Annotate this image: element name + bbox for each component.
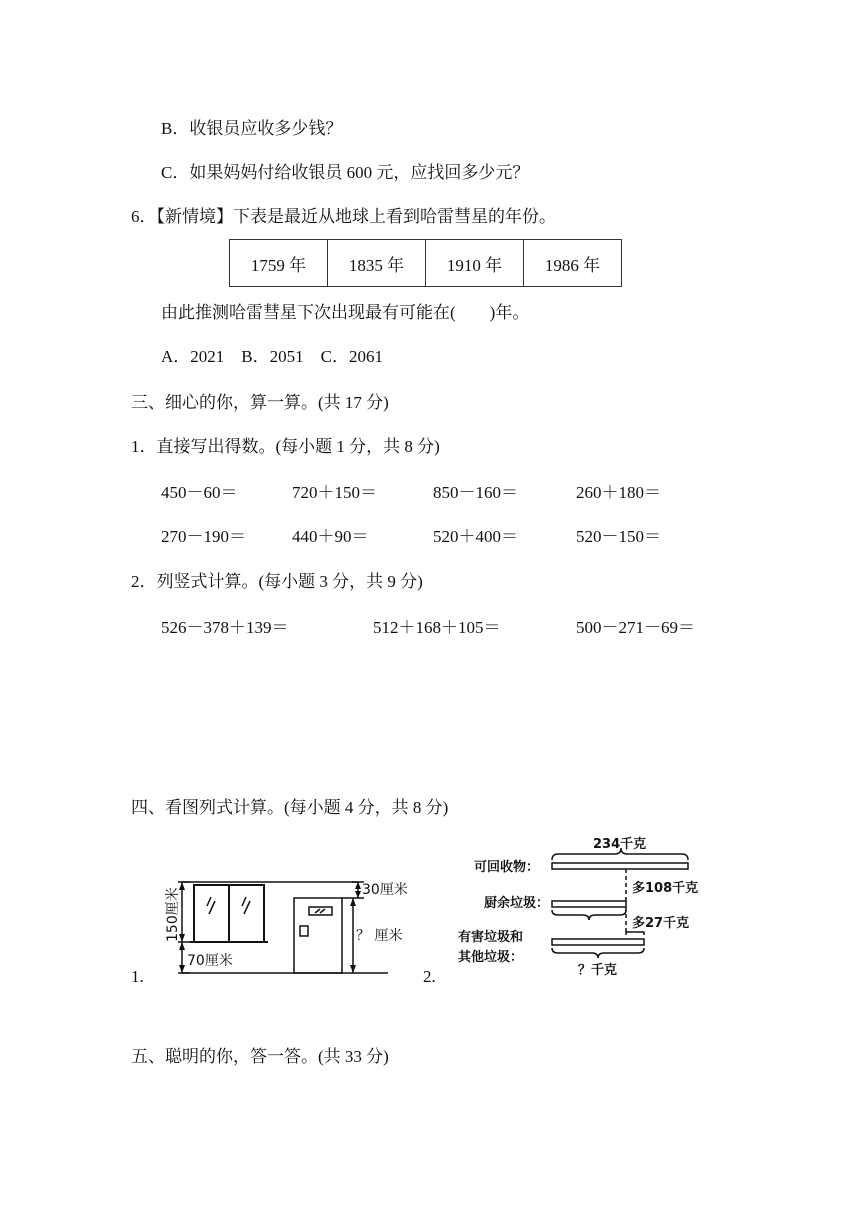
- window-door-figure: [160, 870, 420, 980]
- q6-stem: 6．【新情境】下表是最近从地球上看到哈雷彗星的年份。: [131, 207, 556, 226]
- year-cell: 1835 年: [328, 240, 426, 287]
- fig2-total-label: 234千克: [593, 837, 647, 852]
- math-problem: 520－150＝: [576, 527, 661, 546]
- fig2-row3-label-line2: 其他垃圾：: [458, 950, 524, 965]
- section3-part1-title: 1．直接写出得数。(每小题 1 分，共 8 分): [131, 437, 440, 456]
- fig2-diff1-label: 多108千克: [632, 881, 699, 896]
- math-problem: 270－190＝: [161, 527, 246, 546]
- year-cell: 1910 年: [426, 240, 524, 287]
- year-cell: 1759 年: [230, 240, 328, 287]
- section3-part2-title: 2．列竖式计算。(每小题 3 分，共 9 分): [131, 572, 423, 591]
- q6-question: 由此推测哈雷彗星下次出现最有可能在( )年。: [161, 303, 530, 322]
- item-1-number: 1.: [131, 967, 144, 986]
- math-problem: 850－160＝: [433, 483, 518, 502]
- item-2-number: 2.: [423, 967, 436, 986]
- fig2-unknown-label: ？千克: [578, 963, 618, 978]
- fig1-bottom-label: 70厘米: [187, 953, 233, 969]
- section3-title: 三、细心的你，算一算。(共 17 分): [131, 393, 389, 412]
- vertical-calc-problem: 500－271－69＝: [576, 618, 695, 637]
- math-problem: 520＋400＝: [433, 527, 518, 546]
- q5-option-b: B．收银员应收多少钱？: [161, 119, 343, 138]
- vertical-calc-problem: 526－378＋139＝: [161, 618, 289, 637]
- fig2-diff2-label: 多27千克: [632, 916, 690, 931]
- q6-options: A．2021 B．2051 C．2061: [161, 347, 383, 366]
- waste-line-diagram: [440, 834, 710, 982]
- halley-years-table: [229, 239, 622, 287]
- fig2-row2-label: 厨余垃圾：: [484, 896, 550, 911]
- math-problem: 440＋90＝: [292, 527, 369, 546]
- section5-title: 五、聪明的你，答一答。(共 33 分): [131, 1047, 389, 1066]
- section4-title: 四、看图列式计算。(每小题 4 分，共 8 分): [131, 798, 449, 817]
- fig2-row1-label: 可回收物：: [474, 860, 540, 875]
- fig1-door-label: ？ 厘米: [356, 928, 403, 944]
- year-cell: 1986 年: [524, 240, 622, 287]
- math-problem: 260＋180＝: [576, 483, 661, 502]
- math-problem: 720＋150＝: [292, 483, 377, 502]
- fig1-height-label: 150厘米: [165, 887, 181, 942]
- fig2-row3-label-line1: 有害垃圾和: [458, 930, 524, 945]
- q5-option-c: C．如果妈妈付给收银员 600 元，应找回多少元？: [161, 163, 530, 182]
- fig1-top-label: 30厘米: [362, 882, 408, 898]
- math-problem: 450－60＝: [161, 483, 238, 502]
- vertical-calc-problem: 512＋168＋105＝: [373, 618, 501, 637]
